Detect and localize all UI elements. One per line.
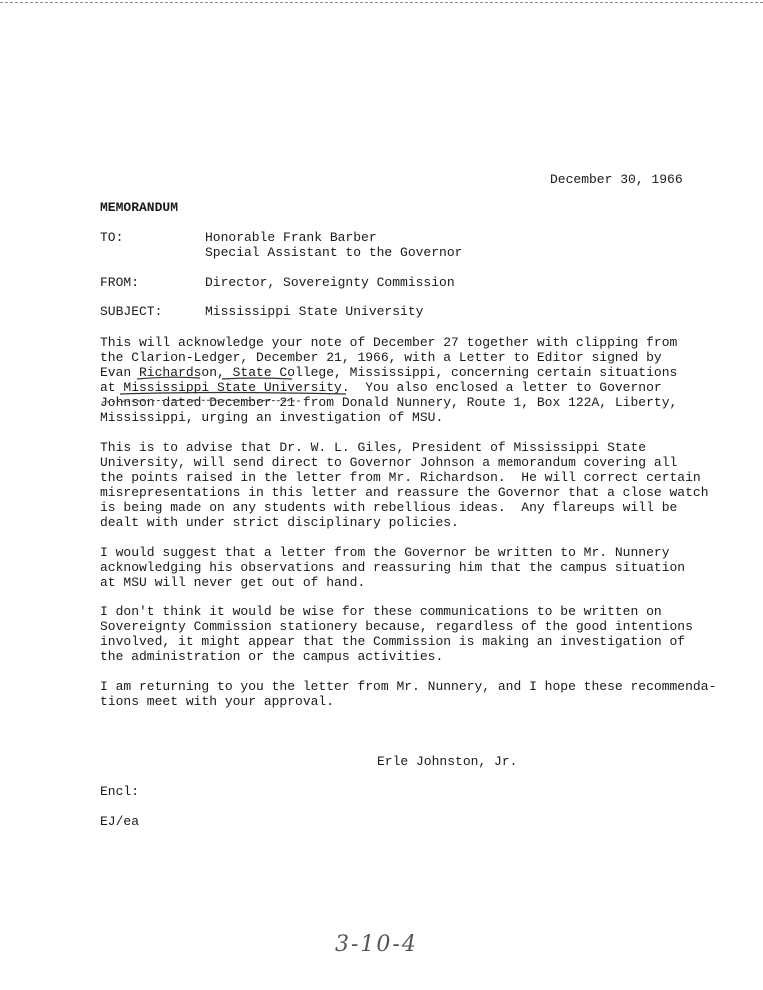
signature-name: Erle Johnston, Jr. [377,754,518,769]
paragraph-line: This is to advise that Dr. W. L. Giles, President of Mississippi State [100,440,647,455]
paragraph-line: the points raised in the letter from Mr. Richardson. He will correct certain [100,470,701,485]
enclosure-note: Encl: [100,784,140,799]
paragraph-5 [100,679,717,709]
paragraph-line: misrepresentations in this letter and reassure the Governor that a close watch [100,485,709,500]
perforation-edge [0,2,763,3]
paragraph-line: Evan Richardson, State College, Mississippi, concerning certain situations [100,365,678,380]
paragraph-line: I am returning to you the letter from Mr. Nunnery, and I hope these recommenda- [100,679,717,694]
memo-date: December 30, 1966 [550,172,683,187]
paragraph-1 [100,335,710,425]
paragraph-3 [100,545,710,590]
paragraph-line: Sovereignty Commission stationery because, regardless of the good intentions [100,619,693,634]
paragraph-4 [100,604,710,664]
handwritten-file-number: 3-10-4 [335,932,418,957]
paragraph-2 [100,440,710,530]
paragraph-line: involved, it might appear that the Commission is making an investigation of [100,634,686,649]
paragraph-line: I would suggest that a letter from the Governor be written to Mr. Nunnery [100,545,670,560]
paragraph-line: tions meet with your approval. [100,694,335,709]
paragraph-line: the Clarion-Ledger, December 21, 1966, with a Letter to Editor signed by [100,350,662,365]
paragraph-line: University, will send direct to Governor Johnson a memorandum covering all [100,455,678,470]
to-line-1: Honorable Frank Barber [205,230,377,245]
subject-label: SUBJECT: [100,304,163,319]
paragraph-line: Mississippi, urging an investigation of MSU. [100,410,444,425]
to-label: TO: [100,230,124,245]
from-value: Director, Sovereignty Commission [205,275,455,290]
paragraph-line: I don't think it would be wise for these communications to be written on [100,604,662,619]
from-label: FROM: [100,275,140,290]
paragraph-line: Johnson dated December 21 from Donald Nunnery, Route 1, Box 122A, Liberty, [100,395,678,410]
subject-value: Mississippi State University [205,304,424,319]
paragraph-line: This will acknowledge your note of December 27 together with clipping from [100,335,678,350]
paragraph-line: is being made on any students with rebellious ideas. Any flareups will be [100,500,678,515]
paragraph-line: at MSU will never get out of hand. [100,575,366,590]
typist-initials: EJ/ea [100,814,140,829]
paragraph-line: acknowledging his observations and reassuring him that the campus situation [100,560,686,575]
paragraph-line: the administration or the campus activities. [100,649,444,664]
paragraph-line: at Mississippi State University. You also enclosed a letter to Governor [100,380,662,395]
memo-heading: MEMORANDUM [100,200,179,215]
paragraph-line: dealt with under strict disciplinary policies. [100,515,459,530]
to-line-2: Special Assistant to the Governor [205,245,463,260]
